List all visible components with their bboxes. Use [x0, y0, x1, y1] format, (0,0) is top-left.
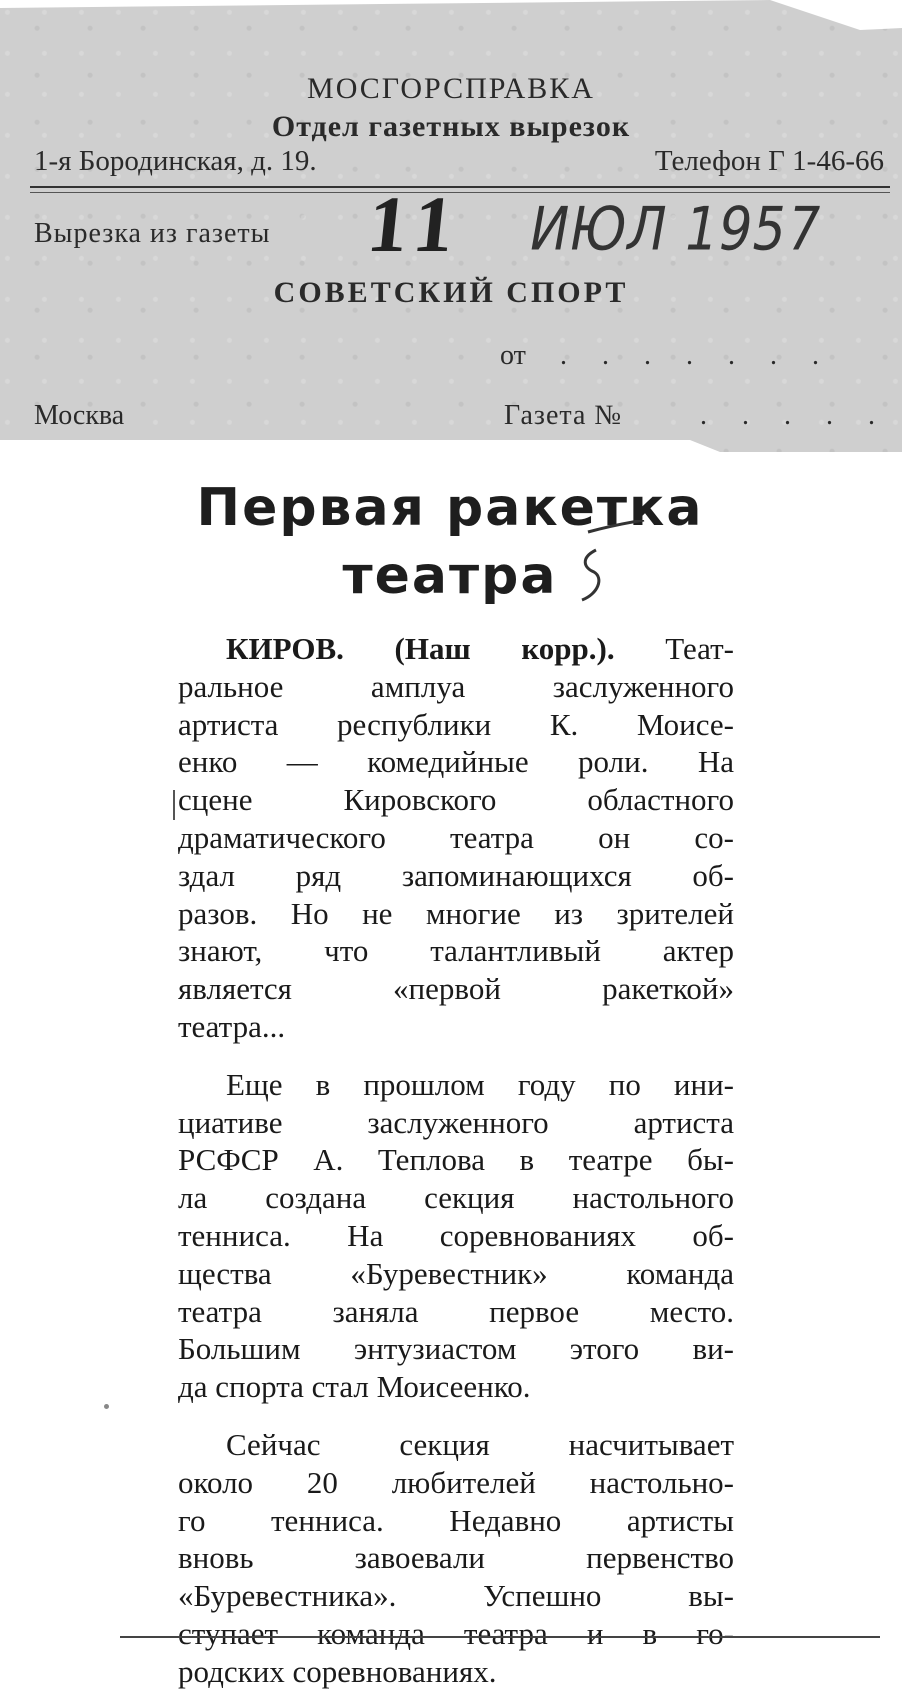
- paragraph-line: является «первой ракеткой»: [178, 971, 734, 1007]
- paragraph-line: сцене Кировского областного: [178, 782, 734, 818]
- paragraph-line: знают, что талантливый актер: [178, 933, 734, 969]
- department-name: Отдел газетных вырезок: [271, 110, 631, 143]
- date-stamp-month-year: ИЮЛ 1957: [523, 195, 828, 265]
- paragraph-line: родских соревнованиях.: [178, 1653, 497, 1689]
- from-label: от: [500, 340, 526, 371]
- paragraph-line: циативе заслуженного артиста: [178, 1104, 734, 1140]
- article-body: [178, 630, 734, 1691]
- paragraph-line: ступает команда театра и в го-: [178, 1615, 734, 1651]
- paragraph-line: «Буревестника». Успешно вы-: [178, 1578, 734, 1614]
- paragraph-3: [178, 1426, 734, 1691]
- paragraph-1-line: [178, 630, 734, 668]
- date-stamp-day: 11: [363, 181, 469, 269]
- bottom-rule: [120, 1636, 880, 1638]
- pen-scribble-mark: [540, 520, 650, 610]
- paragraph-1: [178, 630, 734, 1046]
- margin-mark: [173, 790, 175, 820]
- newspaper-name: СОВЕТСКИЙ СПОРТ: [273, 276, 629, 309]
- cutting-label: Вырезка из газеты: [34, 218, 271, 249]
- city-label: Москва: [34, 400, 125, 431]
- paragraph-line: разов. Но не многие из зрителей: [178, 895, 734, 931]
- paragraph-line: драматического театра он со-: [178, 819, 734, 855]
- address: 1-я Бородинская, д. 19.: [34, 145, 317, 177]
- dateline: КИРОВ. (Наш корр.).: [226, 631, 615, 666]
- paragraph-line: вновь завоевали первенство: [178, 1540, 734, 1576]
- issue-dots: . . . . .: [700, 400, 889, 431]
- article-title-line-1: Первая ракетка: [196, 478, 704, 538]
- paragraph-line: тенниса. На соревнованиях об-: [178, 1217, 734, 1253]
- paper-speck: [104, 1404, 109, 1409]
- paragraph-line: Еще в прошлом году по ини-: [226, 1066, 734, 1102]
- paragraph-line: енко — комедийные роли. На: [178, 744, 734, 780]
- paragraph-2: [178, 1066, 734, 1406]
- organization-name: МОСГОРСПРАВКА: [307, 72, 595, 105]
- article-title-line-2: театра: [342, 546, 558, 606]
- from-dots: . . . . . . .: [560, 340, 833, 371]
- paragraph-line: да спорта стал Моисеенко.: [178, 1369, 531, 1405]
- paragraph-line: театра...: [178, 1008, 286, 1044]
- issue-label: Газета №: [504, 400, 623, 431]
- paragraph-line: РСФСР А. Теплова в театре бы-: [178, 1142, 734, 1178]
- phone-number: Телефон Г 1-46-66: [654, 145, 884, 177]
- paragraph-line: ральное амплуа заслуженного: [178, 668, 734, 704]
- paragraph-line: Большим энтузиастом этого ви-: [178, 1331, 734, 1367]
- paragraph-line: около 20 любителей настольно-: [178, 1464, 734, 1500]
- paragraph-line: театра заняла первое место.: [178, 1293, 734, 1329]
- paragraph-line: ла создана секция настольного: [178, 1180, 734, 1216]
- paragraph-line: го тенниса. Недавно артисты: [178, 1502, 734, 1538]
- paragraph-line: здал ряд запоминающихся об-: [178, 857, 734, 893]
- text-fragment: Теат-: [665, 631, 734, 666]
- paragraph-line: артиста республики К. Моисе-: [178, 706, 734, 742]
- paragraph-line: щества «Буревестник» команда: [178, 1255, 734, 1291]
- paragraph-line: Сейчас секция насчитывает: [226, 1426, 734, 1462]
